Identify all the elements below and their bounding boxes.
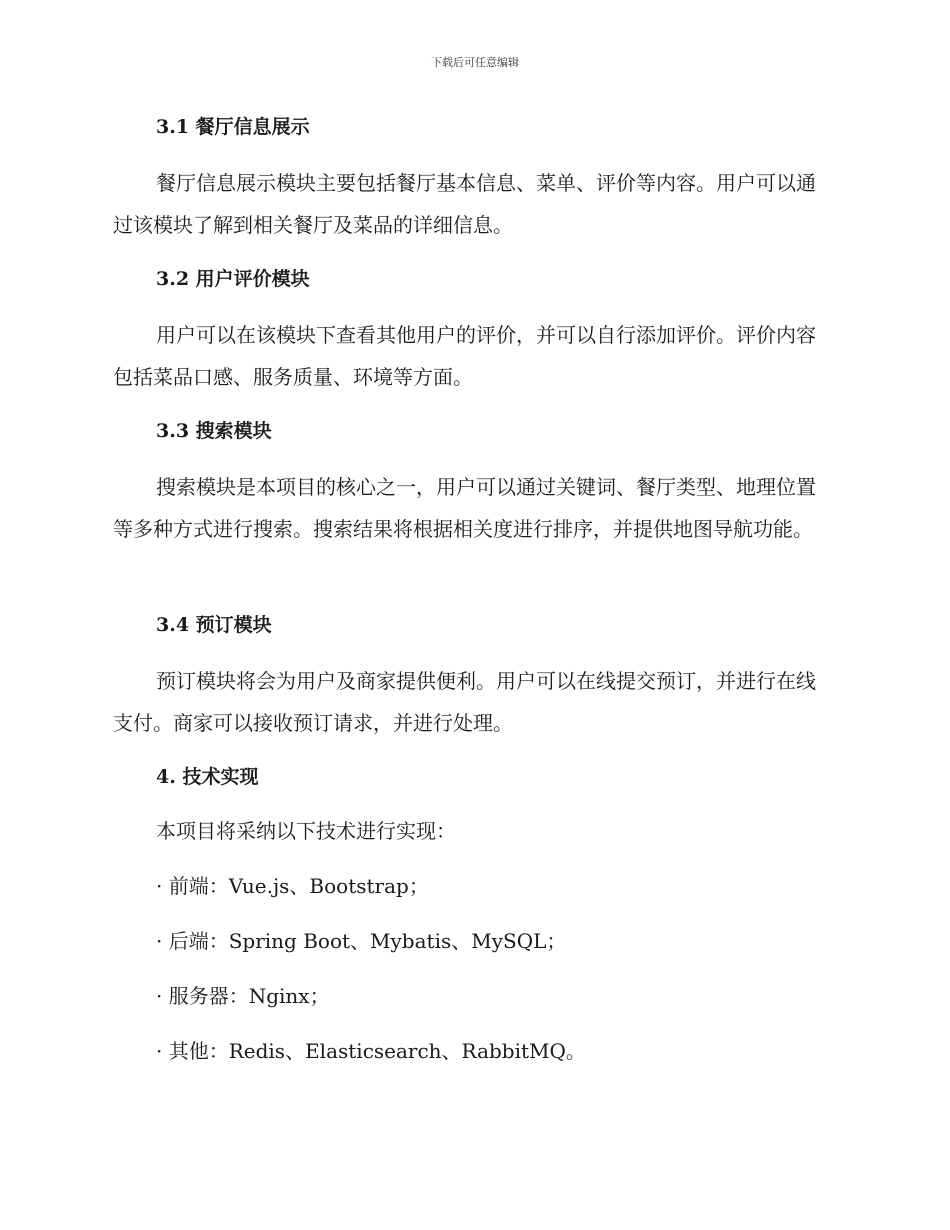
page-header: 下载后可任意编辑: [431, 56, 519, 69]
section-body-3-4: 预订模块将会为用户及商家提供便利。用户可以在线提交预订，并进行在线支付。商家可以接收预订请求，并进行处理。: [113, 669, 816, 735]
tech-intro: 本项目将采纳以下技术进行实现：: [156, 819, 456, 843]
section-heading-3-4: 3.4 预订模块: [156, 614, 272, 636]
tech-item-frontend: · 前端：Vue.js、Bootstrap；: [156, 874, 429, 898]
tech-item-backend: · 后端：Spring Boot、Mybatis、MySQL；: [156, 929, 567, 953]
section-heading-3-1: 3.1 餐厅信息展示: [156, 116, 310, 138]
section-heading-4: 4. 技术实现: [156, 766, 259, 788]
section-body-3-2: 用户可以在该模块下查看其他用户的评价，并可以自行添加评价。评价内容包括菜品口感、服务质量、环境等方面。: [113, 323, 816, 389]
tech-item-other: · 其他：Redis、Elasticsearch、RabbitMQ。: [156, 1039, 586, 1063]
tech-item-server: · 服务器：Nginx；: [156, 984, 330, 1008]
section-body-3-3: 搜索模块是本项目的核心之一，用户可以通过关键词、餐厅类型、地理位置等多种方式进行搜索。搜索结果将根据相关度进行排序，并提供地图导航功能。: [113, 475, 816, 541]
section-heading-3-3: 3.3 搜索模块: [156, 420, 272, 442]
section-heading-3-2: 3.2 用户评价模块: [156, 268, 310, 290]
section-body-3-1: 餐厅信息展示模块主要包括餐厅基本信息、菜单、评价等内容。用户可以通过该模块了解到相关餐厅及菜品的详细信息。: [113, 171, 816, 237]
